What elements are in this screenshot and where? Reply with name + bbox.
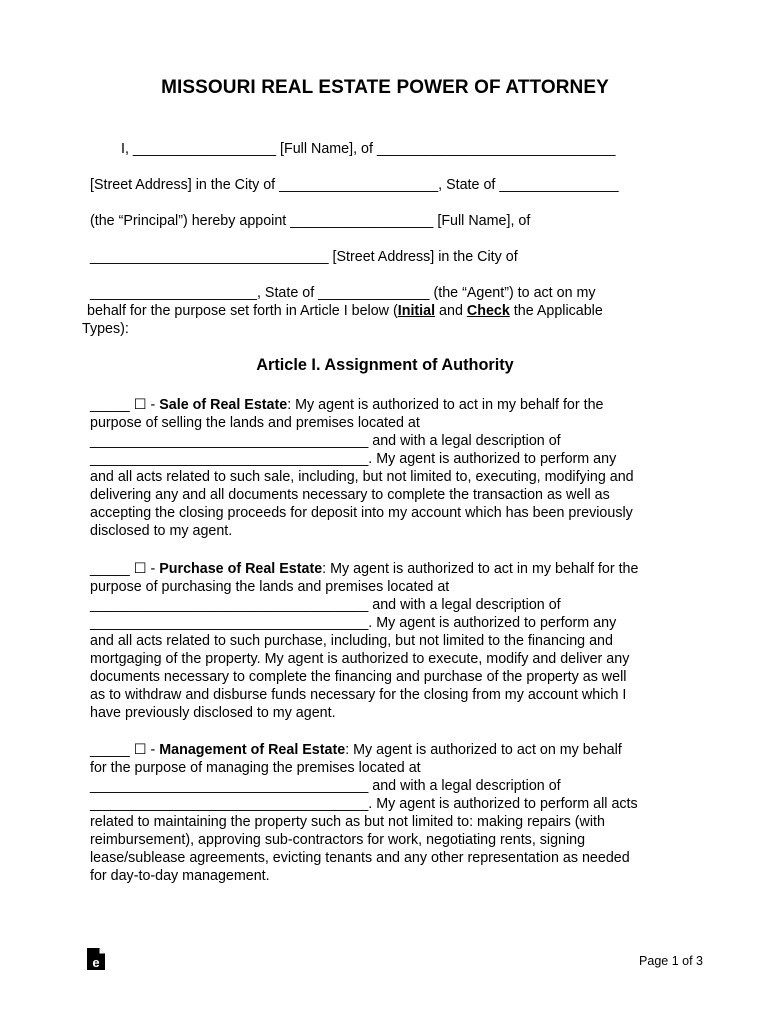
management-line-4: ___________________________________. My agent is authorized to perform all acts bbox=[90, 796, 638, 812]
management-line-7: lease/sublease agreements, evicting tenants and any other representation as needed bbox=[90, 850, 630, 866]
management-line-3: ___________________________________ and with a legal description of bbox=[90, 778, 561, 794]
management-checkbox[interactable]: _____ ☐ - bbox=[90, 742, 160, 758]
sale-label: Sale of Real Estate bbox=[159, 397, 288, 413]
intro-line-6 bbox=[87, 303, 603, 320]
purchase-line-7: documents necessary to complete the financing and purchase of the property as well bbox=[90, 669, 627, 685]
check-keyword: Check bbox=[466, 303, 510, 319]
document-title: MISSOURI REAL ESTATE POWER OF ATTORNEY bbox=[161, 77, 609, 98]
purchase-line-4: ___________________________________. My agent is authorized to perform any bbox=[90, 615, 617, 631]
purchase-checkbox[interactable]: _____ ☐ - bbox=[90, 561, 160, 577]
management-line-1-rest: : My agent is authorized to act on my behalf bbox=[345, 742, 622, 758]
management-line-2: for the purpose of managing the premises located at bbox=[90, 760, 421, 776]
purchase-line-9: have previously disclosed to my agent. bbox=[90, 705, 336, 721]
intro-line-6-and: and bbox=[435, 303, 467, 319]
eforms-logo-icon bbox=[86, 947, 106, 971]
intro-line-7: Types): bbox=[82, 321, 129, 337]
intro-line-6-post: the Applicable bbox=[509, 303, 603, 319]
purchase-line-3: ___________________________________ and with a legal description of bbox=[90, 597, 561, 613]
sale-line-3: ___________________________________ and with a legal description of bbox=[90, 433, 561, 449]
sale-line-6: delivering any and all documents necessary to complete the transaction as well as bbox=[90, 487, 610, 503]
purchase-label: Purchase of Real Estate bbox=[159, 561, 323, 577]
purchase-line-8: as to withdraw and disburse funds necessary for the closing from my account which I bbox=[90, 687, 627, 703]
intro-line-3: (the “Principal”) hereby appoint __________________ [Full Name], of bbox=[90, 213, 531, 229]
sale-line-8: disclosed to my agent. bbox=[90, 523, 233, 539]
intro-line-1: I, __________________ [Full Name], of ______________________________ bbox=[121, 141, 616, 157]
management-line-5: related to maintaining the property such as but not limited to: making repairs (with bbox=[90, 814, 605, 830]
purchase-line-2: purpose of purchasing the lands and premises located at bbox=[90, 579, 450, 595]
sale-line-5: and all acts related to such sale, including, but not limited to, executing, modifying and bbox=[90, 469, 634, 485]
article-heading: Article I. Assignment of Authority bbox=[256, 356, 514, 374]
sale-line-7: accepting the closing proceeds for deposit into my account which has been previously bbox=[90, 505, 633, 521]
sale-line-1 bbox=[90, 397, 604, 414]
intro-line-5: _____________________, State of ______________ (the “Agent”) to act on my bbox=[90, 285, 596, 301]
intro-line-4: ______________________________ [Street Address] in the City of bbox=[90, 249, 518, 265]
sale-line-4: ___________________________________. My agent is authorized to perform any bbox=[90, 451, 617, 467]
management-label: Management of Real Estate bbox=[159, 742, 346, 758]
purchase-line-1 bbox=[90, 561, 638, 578]
management-line-1 bbox=[90, 742, 622, 759]
purchase-line-5: and all acts related to such purchase, including, but not limited to the financing and bbox=[90, 633, 613, 649]
intro-line-2: [Street Address] in the City of ____________________, State of _______________ bbox=[90, 177, 619, 193]
management-line-8: for day-to-day management. bbox=[90, 868, 270, 884]
initial-keyword: Initial bbox=[397, 303, 436, 319]
management-line-6: reimbursement), approving sub-contractors for work, negotiating rents, signing bbox=[90, 832, 586, 848]
sale-line-2: purpose of selling the lands and premises located at bbox=[90, 415, 420, 431]
purchase-line-1-rest: : My agent is authorized to act in my behalf for the bbox=[322, 561, 639, 577]
page-number: Page 1 of 3 bbox=[639, 954, 703, 968]
sale-line-1-rest: : My agent is authorized to act in my behalf for the bbox=[287, 397, 604, 413]
purchase-line-6: mortgaging of the property. My agent is authorized to execute, modify and deliver any bbox=[90, 651, 630, 667]
sale-checkbox[interactable]: _____ ☐ - bbox=[90, 397, 160, 413]
logo-letter: e bbox=[92, 955, 100, 970]
intro-line-6-pre: behalf for the purpose set forth in Article I below ( bbox=[87, 303, 398, 319]
